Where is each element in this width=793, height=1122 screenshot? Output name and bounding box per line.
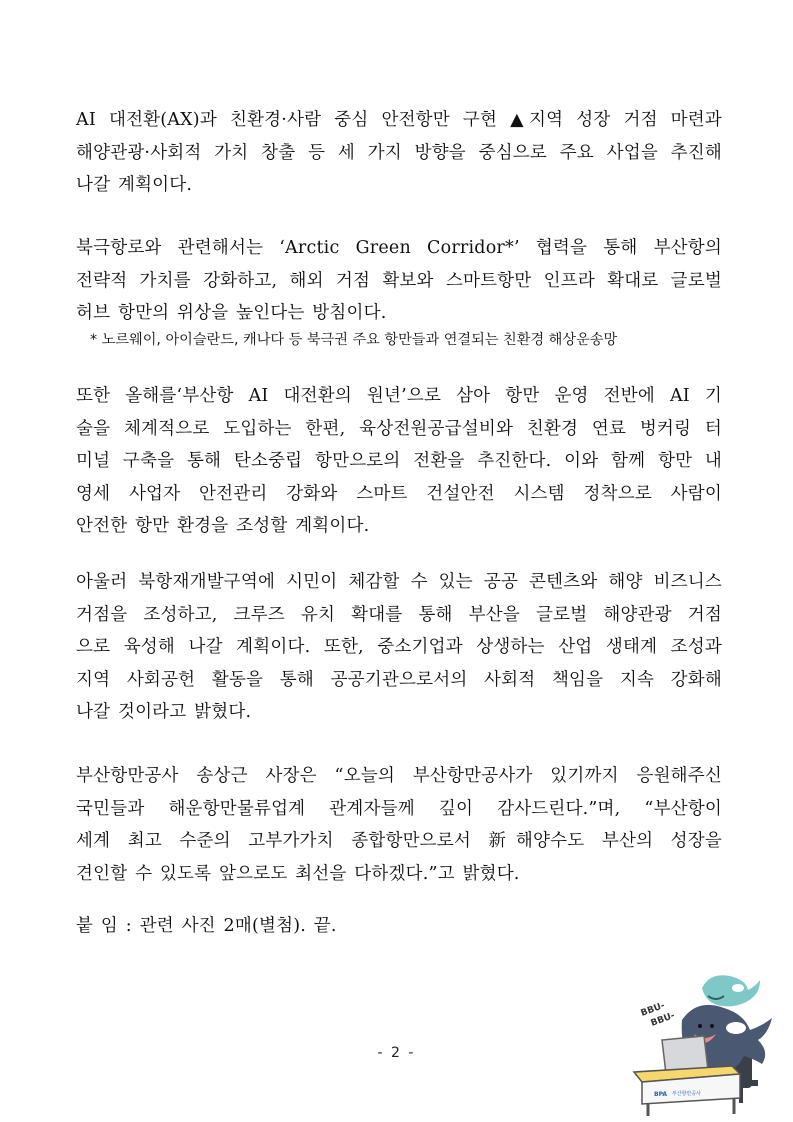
page-number: - 2 - xyxy=(377,1045,416,1061)
text-line: 해양관광·사회적 가치 창출 등 세 가지 방향을 중심으로 주요 사업을 추진해 xyxy=(76,142,722,163)
text-line: 세계 최고 수준의 고부가가치 종합항만으로서 新해양수도 부산의 성장을 xyxy=(76,831,722,851)
paragraph-1 xyxy=(76,104,722,202)
text-line: 으로 육성해 나갈 계획이다. 또한, 중소기업과 상생하는 산업 생태계 조성과 xyxy=(76,637,722,657)
attachment-note xyxy=(76,910,722,943)
paragraph-ai-transition xyxy=(76,380,722,543)
text-line: 붙 임 : 관련 사진 2매(별첨). 끝. xyxy=(76,916,337,936)
text-line: 술을 체계적으로 도입하는 한편, 육상전원공급설비와 친환경 연료 벙커링 터 xyxy=(76,418,722,439)
mascot-speech-1: BBU- xyxy=(639,1000,667,1019)
text-line: 아울러 북항재개발구역에 시민이 체감할 수 있는 공공 콘텐츠와 해양 비즈니스 xyxy=(76,572,722,592)
text-line: 또한 올해를‘부산항 AI 대전환의 원년’으로 삼아 항만 운영 전반에 AI 기 xyxy=(76,386,722,406)
text-line: 안전한 항만 환경을 조성할 계획이다. xyxy=(76,516,370,536)
mascot-illustration xyxy=(612,968,782,1118)
desk-logo: BPA xyxy=(654,1091,668,1098)
text-line: 지역 사회공헌 활동을 통해 공공기관으로서의 사회적 책임을 지속 강화해 xyxy=(76,669,722,690)
text-line: 전략적 가치를 강화하고, 해외 거점 확보와 스마트항만 인프라 확대로 글로벌 xyxy=(76,270,722,291)
text-line: 허브 항만의 위상을 높인다는 방침이다. xyxy=(76,303,387,323)
footnote: * 노르웨이, 아이슬란드, 캐나다 등 북극권 주요 항만들과 연결되는 친환경 해상운송망 xyxy=(90,332,618,348)
mascot-speech-2: BBU- xyxy=(649,1010,677,1029)
desk-label: 부산항만공사 xyxy=(672,1091,701,1097)
text-line: 영세 사업자 안전관리 강화와 스마트 건설안전 시스템 정착으로 사람이 xyxy=(76,483,722,504)
text-line: 국민들과 해운항만물류업계 관계자들께 깊이 감사드린다.”며, “부산항이 xyxy=(76,798,722,819)
text-line: 견인할 수 있도록 앞으로도 최선을 다하겠다.”고 밝혔다. xyxy=(76,863,520,884)
text-line: 거점을 조성하고, 크루즈 유치 확대를 통해 부산을 글로벌 해양관광 거점 xyxy=(76,604,722,625)
paragraph-regional-growth xyxy=(76,566,722,729)
text-line: 나갈 것이라고 밝혔다. xyxy=(76,702,252,722)
text-line: AI 대전환(AX)과 친환경·사람 중심 안전항만 구현 ▲지역 성장 거점 마련과 xyxy=(76,110,722,130)
text-line: 미널 구축을 통해 탄소중립 항만으로의 전환을 추진한다. 이와 함께 항만 내 xyxy=(76,451,722,471)
paragraph-arctic-route xyxy=(76,232,722,330)
text-line: 나갈 계획이다. xyxy=(76,175,193,195)
whale-mascot-icon xyxy=(612,968,782,1118)
paragraph-ceo-quote xyxy=(76,760,722,890)
text-line: 부산항만공사 송상근 사장은 “오늘의 부산항만공사가 있기까지 응원해주신 xyxy=(76,766,722,786)
text-line: 북극항로와 관련해서는 ‘Arctic Green Corridor*’ 협력을 통해 부산항의 xyxy=(76,238,722,258)
